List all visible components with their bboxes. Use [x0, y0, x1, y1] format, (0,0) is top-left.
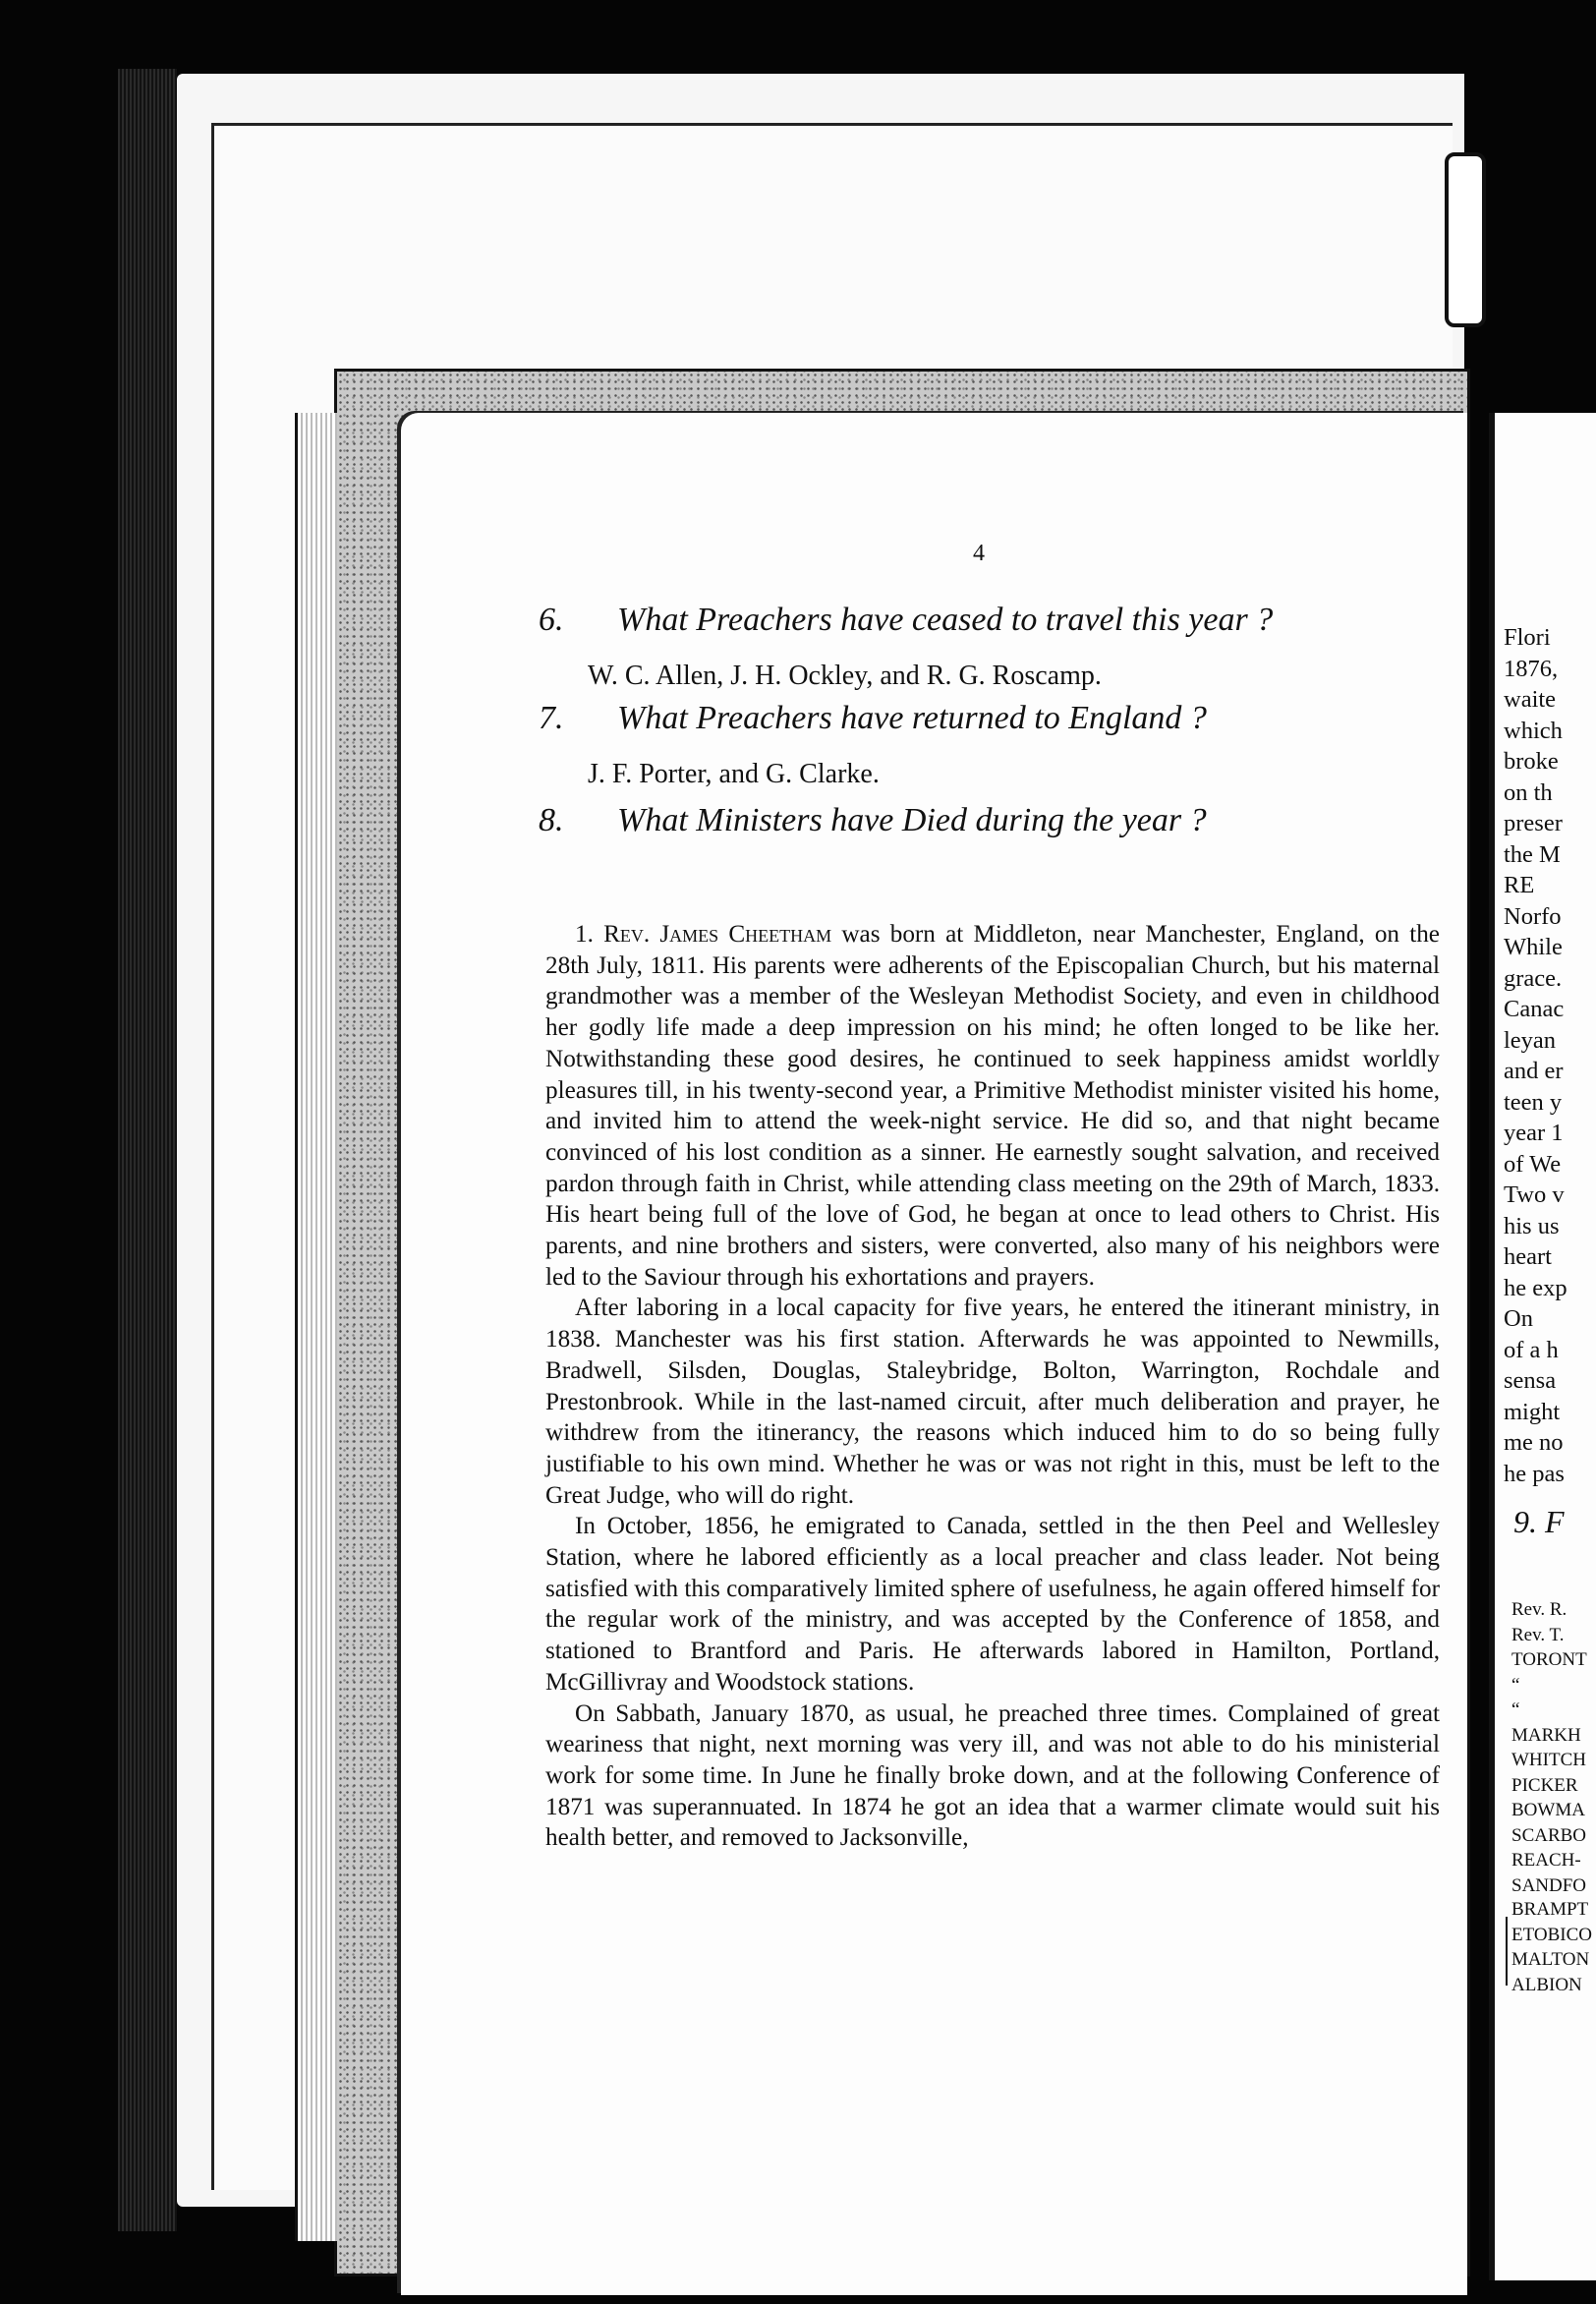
right-page-text-line: While: [1504, 934, 1563, 960]
answer-6: W. C. Allen, J. H. Ockley, and R. G. Roscamp.: [588, 661, 1102, 691]
question-7: [539, 700, 1207, 737]
question-number: 7.: [539, 700, 564, 736]
right-page-text-line: he exp: [1504, 1274, 1568, 1301]
right-page-text-line: Norfo: [1504, 902, 1562, 930]
right-page-text-line: which: [1504, 717, 1563, 744]
right-page-text-line: leyan: [1504, 1026, 1557, 1054]
right-page-text-line: Flori: [1504, 624, 1551, 651]
right-page-text-line: on th: [1504, 778, 1553, 806]
right-page-text-line: waite: [1504, 686, 1557, 713]
station-list-line: Rev. T.: [1511, 1624, 1565, 1645]
station-list-line: WHITCH: [1511, 1750, 1586, 1770]
obituary-paragraph: In October, 1856, he emigrated to Canada, settled in the then Peel and Wellesley Station, where he labored efficiently as a local preacher and class leader. Not being satisfied with this comparatively limited sphere of usefulness, he again offered himself for the regular work of the ministry, and was accepted by the Conference of 1858, and stationed to Brantford and Paris. He afterwards labored in Hamilton, Portland, McGillivray and Woodstock stations.: [545, 1513, 1440, 1696]
station-list-line: “: [1511, 1699, 1520, 1720]
station-list-line: SANDFO: [1511, 1874, 1587, 1896]
right-page-text-line: 1876,: [1504, 655, 1559, 682]
question-8: [539, 802, 1207, 839]
page-edges: [295, 413, 337, 2241]
paragraph-text: was born at Middleton, near Manchester, England, on the 28th July, 1811. His parents were adherents of the Episcopalian Church, but his maternal grandmother was a member of the Wesleyan Methodist Society, and even in childhood her godly life made a deep impression on his mind; he often longed to be like her. Notwithstanding these good desires, he continued to seek happiness amidst worldly pleasures till, in his twenty-second year, a Primitive Methodist minister visited his home, and invited him to attend the week-night service. He did so, and that night became convinced of his lost condition as a sinner. He earnestly sought salvation, and received pardon through faith in Christ, while attending class meeting on the 29th of March, 1833. His heart being full of the love of God, he began at once to lead others to Christ. His parents, and nine brothers and sisters, were converted, also many of his neighbors were led to the Saviour through his exhortations and prayers.: [545, 921, 1440, 1291]
question-text: What Ministers have Died during the year ?: [617, 802, 1207, 838]
answer-7: J. F. Porter, and G. Clarke.: [588, 759, 880, 789]
right-page-text-line: Two v: [1504, 1181, 1565, 1208]
bracket-mark: [1506, 1917, 1508, 1986]
question-text: What Preachers have returned to England ?: [617, 700, 1207, 736]
obituary-paragraph: On Sabbath, January 1870, as usual, he preached three times. Complained of great weariness that night, next morning was very ill, and was not able to do his ministerial work for some time. In June he finally broke down, and at the following Conference of 1871 was superannuated. In 1874 he got an idea that a warmer climate would suit his health better, and removed to Jacksonville,: [545, 1699, 1440, 1852]
page-number: 4: [973, 541, 985, 566]
right-page-text-line: year 1: [1504, 1120, 1564, 1146]
station-list-line: REACH-: [1511, 1850, 1581, 1871]
entry-number: 1.: [575, 921, 594, 948]
right-page-text-line: might: [1504, 1398, 1561, 1425]
station-list-line: ETOBICO: [1511, 1924, 1592, 1945]
right-page-list: [1511, 1897, 1592, 1997]
station-list-line: TORONT: [1511, 1649, 1587, 1670]
obituary-text: [545, 919, 1440, 1854]
right-page-text-line: broke: [1504, 748, 1559, 775]
right-page-text-line: of a h: [1504, 1336, 1559, 1363]
right-page-text-line: me no: [1504, 1429, 1564, 1456]
station-list-line: PICKER: [1511, 1774, 1578, 1796]
station-list-line: ALBION: [1511, 1974, 1582, 1995]
right-page-text-line: teen y: [1504, 1088, 1563, 1116]
right-page-text-line: grace.: [1504, 964, 1563, 992]
station-list-line: MALTON: [1511, 1949, 1590, 1970]
right-page-text-line: Canac: [1504, 996, 1565, 1022]
right-page-text-line: and er: [1504, 1058, 1564, 1084]
station-list-line: “: [1511, 1674, 1520, 1696]
right-page-text-line: heart: [1504, 1243, 1552, 1270]
minister-name: Rev. James Cheetham: [603, 921, 832, 948]
obituary-paragraph: After laboring in a local capacity for five years, he entered the itinerant ministry, in 1838. Manchester was his first station. Afterwards he was appointed to Newmills, Bradwell, Silsden, Douglas, Staleybridge, Bolton, Warrington, Rochdale and Prestonbrook. While in the last-named circuit, after much deliberation and prayer, he withdrew from the itinerancy, the reasons which induced him to do so being fully justifiable to his own mind. Whether he was or was not right in this, must be left to the Great Judge, who will do right.: [545, 1295, 1440, 1509]
station-list-line: BOWMA: [1511, 1800, 1585, 1820]
station-list-line: Rev. R.: [1511, 1599, 1568, 1620]
right-page-lines: [1504, 622, 1568, 1489]
right-page-text-line: he pas: [1504, 1460, 1565, 1487]
question-text: What Preachers have ceased to travel this year ?: [617, 602, 1274, 638]
right-page-text-line: of We: [1504, 1150, 1562, 1178]
obituary-paragraph: [545, 919, 1440, 1293]
bookmark-tab: [1445, 152, 1486, 327]
station-list-line: BRAMPT: [1511, 1899, 1589, 1920]
question-number: 8.: [539, 802, 564, 838]
station-list-line: MARKH: [1511, 1724, 1581, 1746]
book-cover-edge: [118, 69, 177, 2231]
right-page-list: [1511, 1597, 1587, 1898]
right-page-text-line: preser: [1504, 810, 1563, 836]
question-9-fragment: 9. F: [1513, 1504, 1565, 1539]
question-number: 6.: [539, 602, 564, 638]
right-page-text-line: On: [1504, 1305, 1533, 1332]
right-page-text-line: the M: [1504, 840, 1561, 868]
right-page-text-line: sensa: [1504, 1367, 1557, 1394]
right-page-text-line: RE: [1504, 872, 1535, 898]
right-page-text-line: his us: [1504, 1212, 1560, 1239]
station-list-line: SCARBO: [1511, 1824, 1587, 1846]
question-6: [539, 602, 1273, 639]
